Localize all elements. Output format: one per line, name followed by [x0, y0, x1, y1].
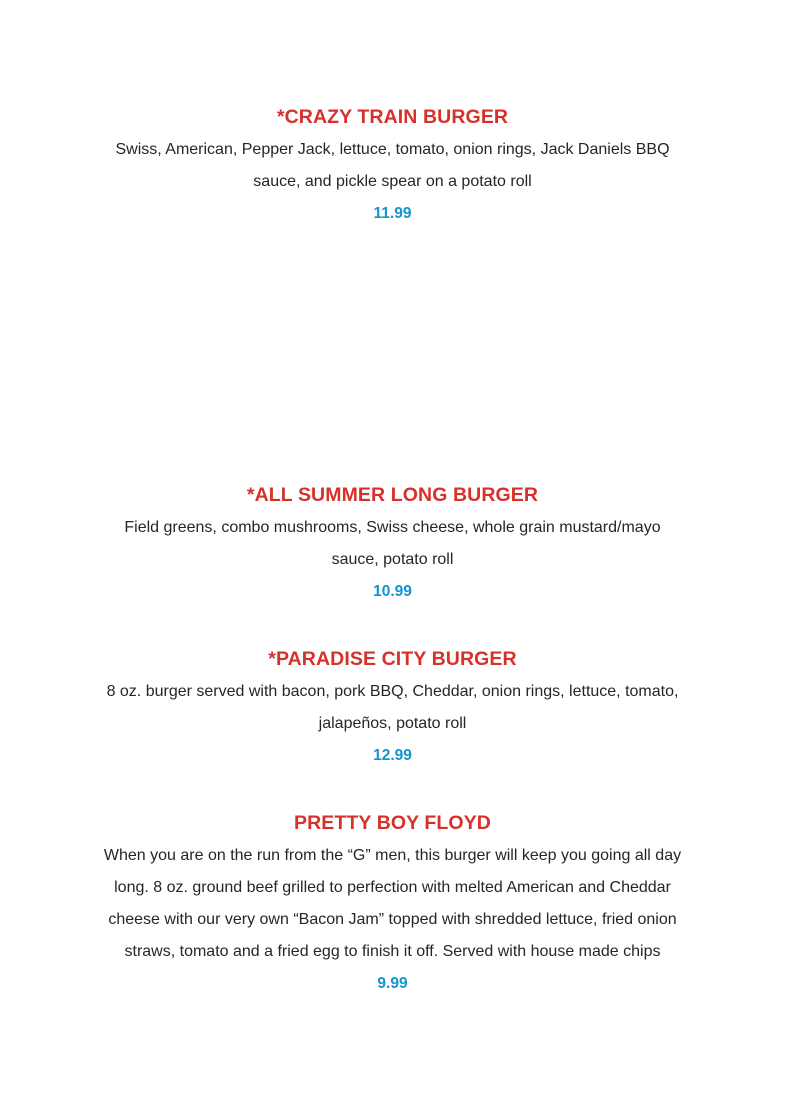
item-description: Field greens, combo mushrooms, Swiss cheese, whole grain mustard/mayo sauce, potato roll — [124, 519, 661, 568]
item-price: 11.99 — [373, 205, 412, 222]
menu-item-pretty-boy-floyd — [100, 810, 685, 1000]
menu-item-paradise-city-burger — [100, 646, 685, 772]
item-price: 9.99 — [377, 975, 408, 992]
menu-item-crazy-train-burger — [100, 104, 685, 230]
menu-item-all-summer-long-burger — [100, 482, 685, 608]
item-description: When you are on the run from the “G” men, this burger will keep you going all day long. 8 oz. ground beef grilled to perfection with melted American and Cheddar cheese with our very own “Bacon Jam” topped with shredded lettuce, fried onion straws, tomato and a fried egg to finish it off. Served with house made chips — [103, 847, 682, 960]
item-price: 10.99 — [373, 583, 412, 600]
item-description: Swiss, American, Pepper Jack, lettuce, tomato, onion rings, Jack Daniels BBQ sauce, and pickle spear on a potato roll — [115, 141, 670, 190]
item-title: *ALL SUMMER LONG BURGER — [246, 484, 539, 506]
item-title: *CRAZY TRAIN BURGER — [276, 106, 509, 128]
item-description: 8 oz. burger served with bacon, pork BBQ, Cheddar, onion rings, lettuce, tomato, jalapeños, potato roll — [106, 683, 679, 732]
item-title: PRETTY BOY FLOYD — [294, 812, 491, 834]
item-price: 12.99 — [373, 747, 412, 764]
item-title: *PARADISE CITY BURGER — [268, 648, 517, 670]
